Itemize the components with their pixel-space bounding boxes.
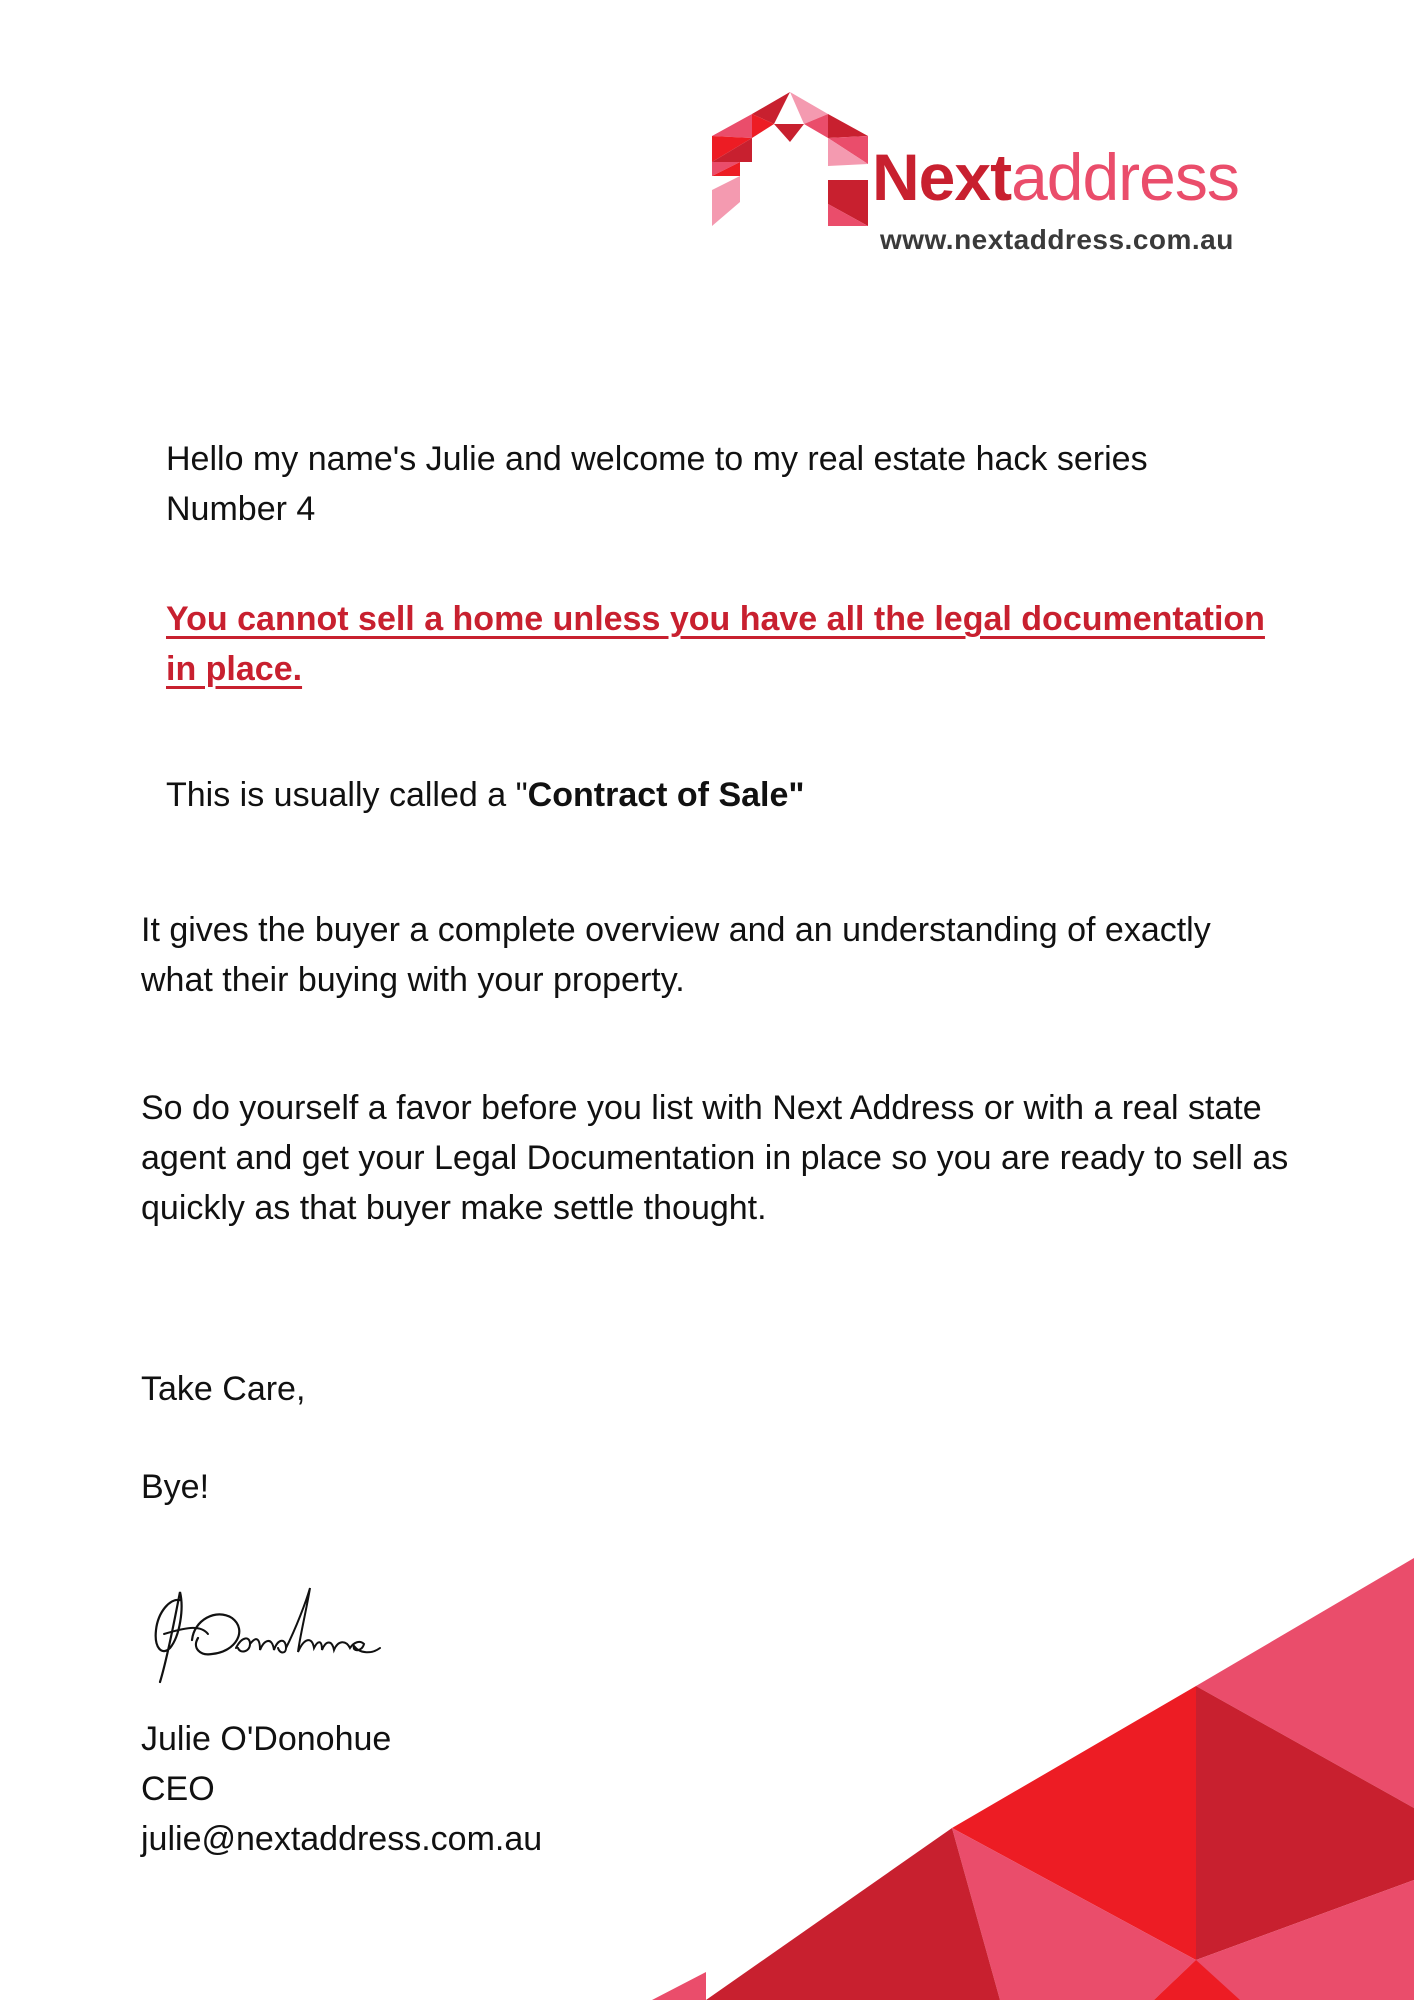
overview-paragraph: It gives the buyer a complete overview and an understanding of exactly what their buying with your property. xyxy=(141,911,1211,999)
contract-of-sale-term: Contract of Sale" xyxy=(527,776,805,814)
signer-name: Julie O'Donohue xyxy=(141,1720,392,1758)
brand-name xyxy=(872,140,1239,214)
advice-paragraph: So do yourself a favor before you list with Next Address or with a real state agent and get your Legal Documentation in place so you are ready to sell as quickly as that buyer make settle thought. xyxy=(141,1089,1289,1227)
company-logo xyxy=(712,92,1312,262)
closing-take-care: Take Care, xyxy=(141,1370,306,1408)
signer-title: CEO xyxy=(141,1770,215,1808)
website-url: www.nextaddress.com.au xyxy=(880,224,1234,255)
house-logo-icon xyxy=(712,92,868,226)
signature-block xyxy=(141,1714,542,1864)
legal-warning-paragraph: You cannot sell a home unless you have all the legal documentation in place. xyxy=(166,600,1265,688)
intro-paragraph: Hello my name's Julie and welcome to my real estate hack series Number 4 xyxy=(166,440,1148,528)
brand-name-second: address xyxy=(1011,140,1239,214)
handwritten-signature xyxy=(140,1578,440,1698)
contract-prefix: This is usually called a " xyxy=(166,776,528,814)
brand-name-first: Next xyxy=(872,140,1012,214)
signer-email[interactable]: julie@nextaddress.com.au xyxy=(141,1820,543,1858)
contract-paragraph xyxy=(166,770,1266,820)
closing-bye: Bye! xyxy=(141,1468,210,1506)
